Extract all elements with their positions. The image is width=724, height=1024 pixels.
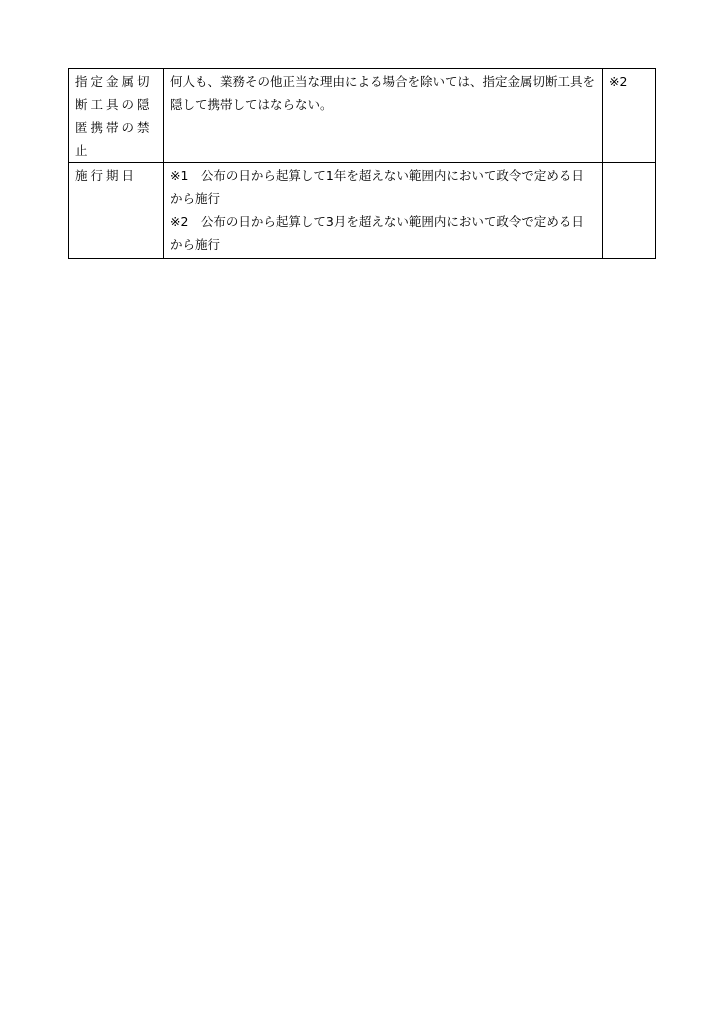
row-note-cell [603, 69, 656, 163]
row-content-cell [164, 69, 603, 163]
row-content-cell [164, 163, 603, 259]
row-content-line: ※2 公布の日から起算して3月を超えない範囲内において政令で定める日から施行 [170, 214, 584, 252]
law-summary-table [68, 68, 656, 259]
row-note: ※2 [609, 74, 628, 89]
table-row-enforcement-date [69, 163, 656, 259]
table-row-prohibition [69, 69, 656, 163]
row-label-cell [69, 69, 164, 163]
row-label: 施行期日 [75, 168, 138, 183]
row-content-line: ※1 公布の日から起算して1年を超えない範囲内において政令で定める日から施行 [170, 168, 584, 206]
row-content-line: 何人も、業務その他正当な理由による場合を除いては、指定金属切断工具を隠して携帯してはならない。 [170, 74, 596, 112]
row-label-cell [69, 163, 164, 259]
row-note-cell [603, 163, 656, 259]
row-label: 指定金属切断工具の隠匿携帯の禁止 [75, 74, 153, 158]
